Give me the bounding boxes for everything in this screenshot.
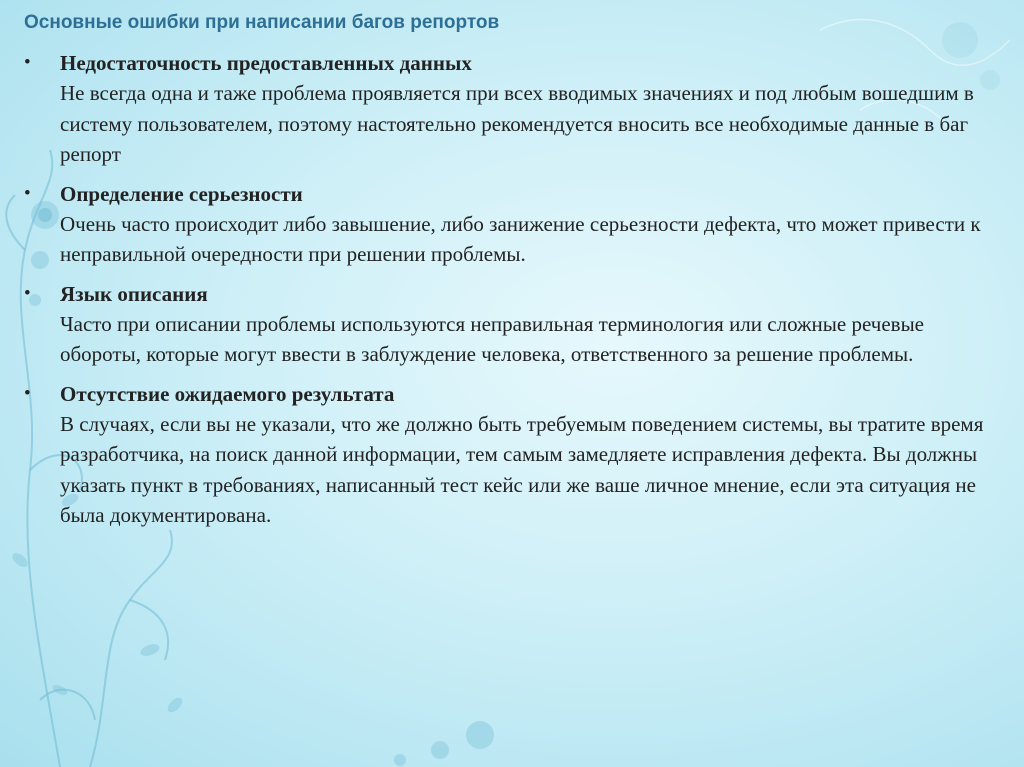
list-item [24,48,1004,170]
item-body: Часто при описании проблемы используются неправильная терминология или сложные речевые обороты, которые могут ввести в заблуждение человека, ответственного за решение проблемы. [60,311,925,366]
item-body: В случаях, если вы не указали, что же должно быть требуемым поведением системы, вы тратите время разработчика, на поиск данной информации, тем самым замедляете исправления дефекта. Вы должны указать пункт в требованиях, написанный тест кейс или же ваше личное мнение, если эта ситуация не была документирована. [60,411,984,527]
item-body: Очень часто происходит либо завышение, либо занижение серьезности дефекта, что может привести к неправильной очередности при решении проблемы. [60,211,981,266]
list-item [24,379,1004,531]
bullet-icon: • [24,282,31,304]
item-heading: Язык описания [60,281,208,306]
item-heading: Отсутствие ожидаемого результата [60,381,395,406]
bullet-list [24,48,1004,540]
bullet-icon: • [24,182,31,204]
bullet-icon: • [24,382,31,404]
item-heading: Недостаточность предоставленных данных [60,51,472,75]
list-item [24,179,1004,270]
slide-title: Основные ошибки при написании багов репортов [24,12,500,33]
list-item [24,279,1004,370]
item-body: Не всегда одна и таже проблема проявляется при всех вводимых значениях и под любым вошедшим в систему пользователем, поэтому настоятельно рекомендуется вносить все необходимые данные в баг репорт [60,81,974,166]
item-heading: Определение серьезности [60,181,303,206]
bullet-icon: • [24,52,31,73]
